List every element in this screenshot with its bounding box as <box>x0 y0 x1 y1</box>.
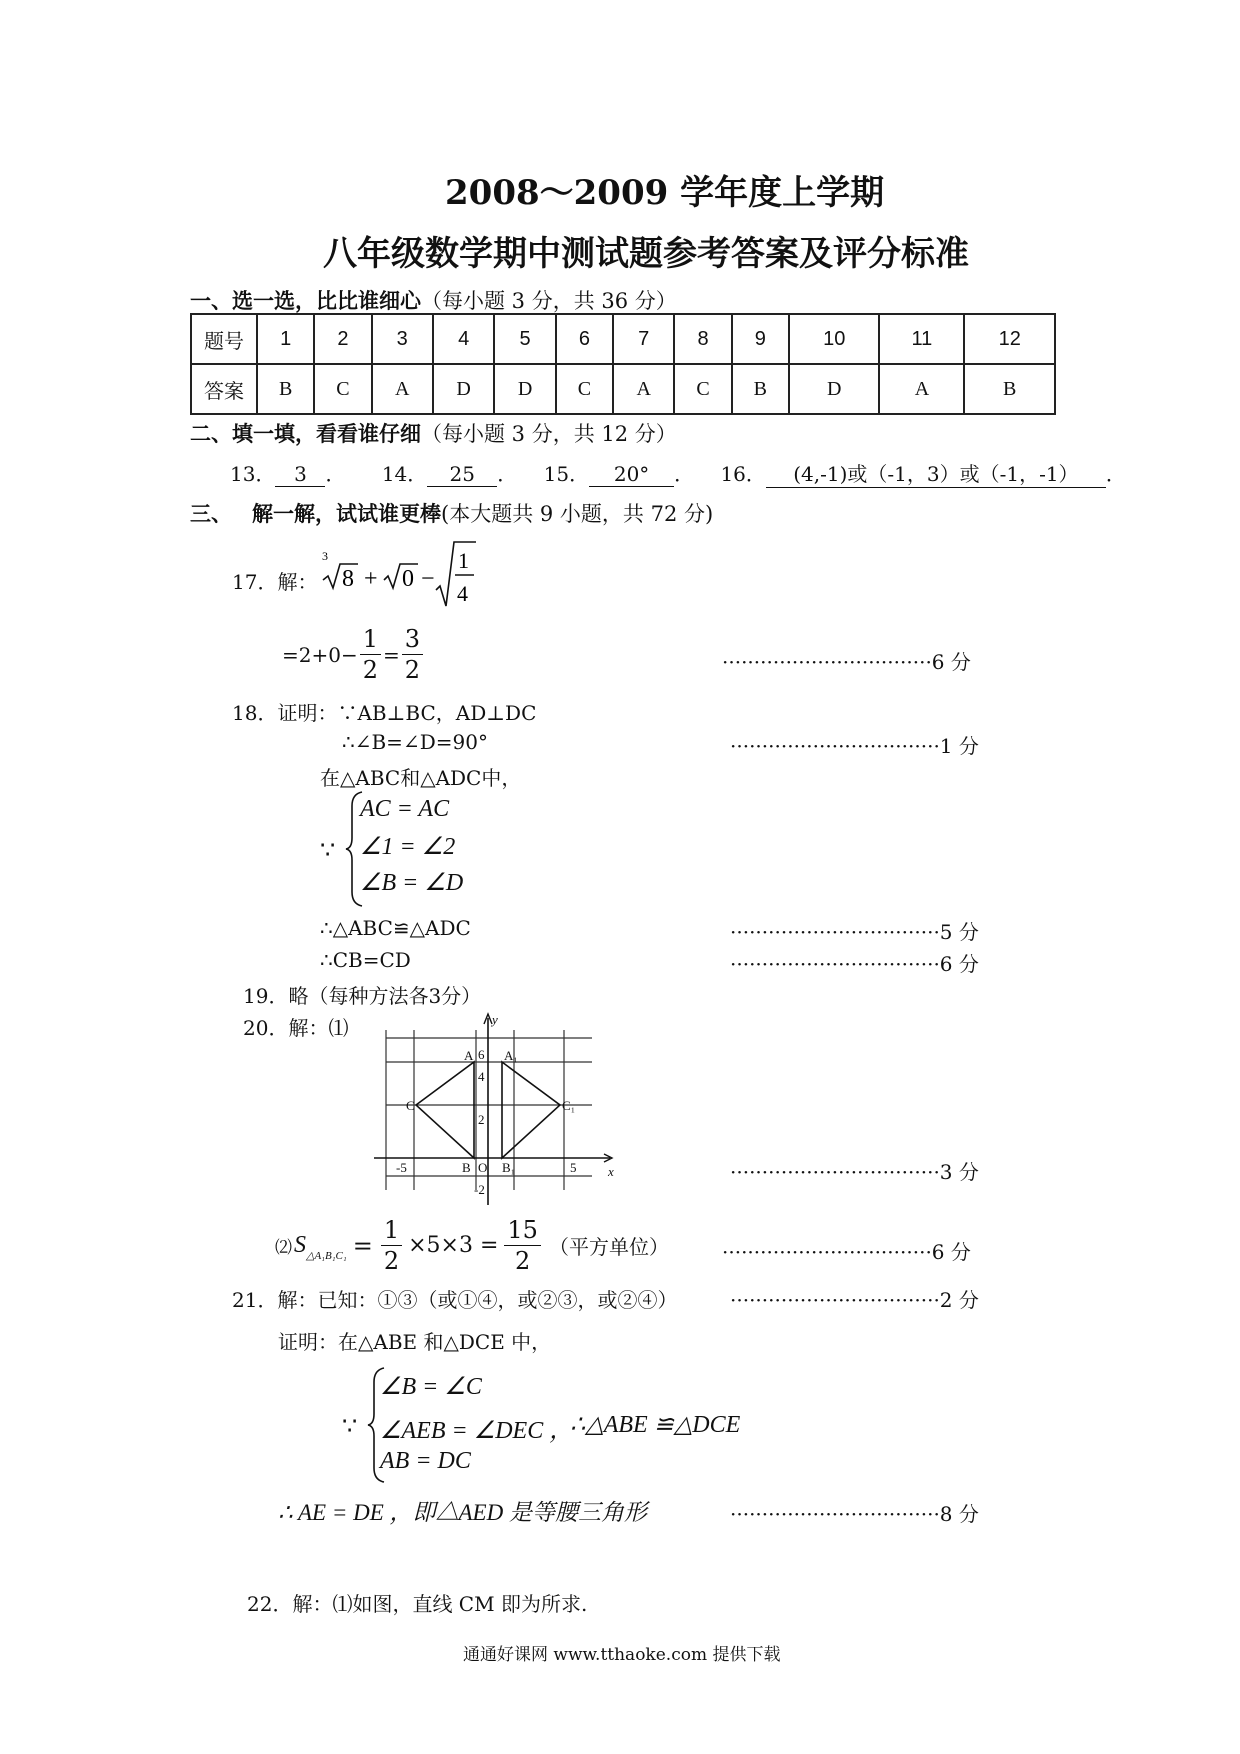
q21-sys-1: ∠B = ∠C <box>380 1374 482 1400</box>
table-cell: C <box>314 364 371 414</box>
section3-note: (本大题共 9 小题，共 72 分) <box>441 502 714 526</box>
equals-sign: = <box>383 642 400 667</box>
fraction-numerator: 15 <box>504 1215 541 1246</box>
table-row <box>191 364 1055 414</box>
q18-given: ∵AB⊥BC，AD⊥DC <box>337 701 537 725</box>
table-cell: 1 <box>257 314 314 364</box>
table-cell: 5 <box>494 314 555 364</box>
svg-text:1: 1 <box>458 548 469 573</box>
leader-dots: ································· <box>730 734 940 758</box>
section1-title: 一、选一选，比比谁细心 <box>190 288 421 313</box>
footer-source: 通通好课网 www.tthaoke.com 提供下载 <box>463 1645 781 1665</box>
tick-label: 6 <box>478 1047 485 1062</box>
tick-label: -5 <box>396 1160 407 1175</box>
equals-sign: = <box>352 1231 373 1260</box>
table-cell: 11 <box>879 314 964 364</box>
score: 6 分 <box>939 952 979 976</box>
y-axis-label: y <box>492 1012 498 1027</box>
table-cell: 4 <box>433 314 494 364</box>
q21-congruence: ∴△ABE ≌△DCE <box>570 1412 741 1438</box>
svg-text:8: 8 <box>342 566 354 592</box>
row-label-number: 题号 <box>191 314 257 364</box>
score: 6 分 <box>931 650 971 674</box>
section3-heading <box>190 498 713 528</box>
q20-score1-line <box>730 1156 979 1185</box>
triangle-a1b1c1 <box>502 1062 560 1158</box>
leader-dots: ································· <box>730 1502 940 1526</box>
area-subscript: △A₁B₁C₁ <box>306 1250 347 1262</box>
fraction-half <box>360 624 381 685</box>
fraction-numerator: 1 <box>360 624 381 655</box>
q18-line5: ∴CB=CD <box>320 948 411 972</box>
because-symbol: ∵ <box>320 836 336 864</box>
table-cell: C <box>556 364 613 414</box>
row-label-answer: 答案 <box>191 364 257 414</box>
q20-label: 20．解：⑴ <box>243 1016 349 1040</box>
q17-label: 17．解： <box>232 570 318 594</box>
fill-blank-answers: 13． 3 ． 14． 25 ． 15． 20° ． 16． (4,-1)或（-1，3）或（-1，-1） ． <box>230 458 1126 488</box>
coordinate-graph <box>374 1010 624 1210</box>
q17-radical-expression <box>318 538 478 610</box>
triangle-abc <box>416 1062 474 1158</box>
table-cell: C <box>674 364 731 414</box>
q18-line2: ∴∠B=∠D=90° <box>342 730 488 754</box>
table-cell: 12 <box>964 314 1055 364</box>
leader-dots: ································· <box>730 1160 940 1184</box>
q18-score2-line <box>730 916 979 945</box>
point-label-b1: B₁ <box>502 1160 516 1175</box>
table-cell: A <box>372 364 433 414</box>
area-symbol: S <box>294 1232 306 1258</box>
q18-label <box>232 697 536 726</box>
q19-text: 19．略（每种方法各3分） <box>243 984 482 1008</box>
fraction-result <box>402 624 423 685</box>
q21-score2-line <box>730 1498 979 1527</box>
score: 1 分 <box>939 734 979 758</box>
x-axis-label: x <box>608 1164 614 1179</box>
area-unit: （平方单位） <box>548 1235 669 1259</box>
leader-dots: ································· <box>722 650 932 674</box>
svg-text:4: 4 <box>457 581 468 606</box>
table-cell: D <box>494 364 555 414</box>
table-cell: A <box>879 364 964 414</box>
table-row <box>191 314 1055 364</box>
title-year: 2008～2009 学年度上学期 <box>445 173 885 213</box>
q21-proof-line: 证明：在△ABE 和△DCE 中， <box>278 1330 552 1354</box>
score: 3 分 <box>939 1160 979 1184</box>
section2-heading <box>190 418 677 448</box>
q16-label: 16． <box>720 462 766 486</box>
q17-result <box>282 624 425 685</box>
leader-dots: ································· <box>730 1288 940 1312</box>
section1-heading <box>190 285 677 315</box>
q17-prefix: =2+0− <box>282 642 358 667</box>
point-label-c: C <box>406 1098 415 1113</box>
leader-dots: ································· <box>730 952 940 976</box>
product-expression: ×5×3 = <box>408 1233 499 1258</box>
svg-text:3: 3 <box>322 549 328 563</box>
score: 6 分 <box>931 1240 971 1264</box>
q14-label: 14． <box>381 462 428 486</box>
q18-score3-line <box>730 948 979 977</box>
table-cell: B <box>964 364 1055 414</box>
q14-answer: 25 <box>427 462 497 487</box>
q18-title: 18．证明： <box>232 701 338 725</box>
because-symbol: ∵ <box>342 1412 358 1440</box>
q21-label: 21．解：已知：①③（或①④，或②③，或②④） <box>232 1288 678 1312</box>
tick-label: 5 <box>570 1160 577 1175</box>
svg-text:−: − <box>421 566 435 592</box>
table-cell: 10 <box>789 314 880 364</box>
table-cell: B <box>732 364 789 414</box>
fraction-half <box>381 1215 402 1276</box>
point-label-c1: C₁ <box>562 1098 576 1113</box>
title-main: 八年级数学期中测试题参考答案及评分标准 <box>323 234 969 274</box>
tick-label: 4 <box>478 1069 485 1084</box>
answer-table <box>190 313 1056 415</box>
q21-sys-2: ∠AEB = ∠DEC ， <box>380 1418 574 1444</box>
point-label-a1: A₁ <box>504 1048 518 1063</box>
q21-final: ∴ AE = DE ，即△AED 是等腰三角形 <box>278 1500 647 1525</box>
table-cell: 9 <box>732 314 789 364</box>
q18-sys-3: ∠B = ∠D <box>360 870 464 896</box>
fraction-numerator: 1 <box>381 1215 402 1246</box>
table-cell: 3 <box>372 314 433 364</box>
q17-score-line <box>722 646 971 675</box>
q15-answer: 20° <box>589 462 674 487</box>
tick-label: -2 <box>474 1182 485 1197</box>
table-cell: D <box>433 364 494 414</box>
q21-sys-3: AB = DC <box>380 1448 471 1474</box>
score: 2 分 <box>939 1288 979 1312</box>
fraction-denominator: 2 <box>362 656 379 684</box>
origin-label: O <box>478 1160 488 1175</box>
q18-score1-line <box>730 730 979 759</box>
q21-score1-line <box>730 1284 979 1313</box>
table-cell: 6 <box>556 314 613 364</box>
q20-score2-line <box>722 1236 971 1265</box>
score: 5 分 <box>939 920 979 944</box>
fraction-result <box>504 1215 541 1276</box>
q22-text: 22．解：⑴如图，直线 CM 即为所求. <box>247 1592 588 1616</box>
section3-title: 解一解，试试谁更棒 <box>252 501 442 526</box>
table-cell: 8 <box>674 314 731 364</box>
section3-prefix: 三、 <box>190 501 232 526</box>
fraction-denominator: 2 <box>383 1247 400 1275</box>
section1-note: （每小题 3 分，共 36 分） <box>421 289 677 313</box>
q18-sys-2: ∠1 = ∠2 <box>360 834 456 860</box>
q16-answer: (4,-1)或（-1，3）或（-1，-1） <box>766 458 1106 488</box>
q15-label: 15． <box>543 462 590 486</box>
q18-sys-1: AC = AC <box>360 796 450 822</box>
leader-dots: ································· <box>722 1240 932 1264</box>
tick-label: 2 <box>478 1112 485 1127</box>
fraction-denominator: 2 <box>515 1247 531 1275</box>
fraction-denominator: 2 <box>404 656 421 684</box>
point-label-a: A <box>464 1048 474 1063</box>
q13-answer: 3 <box>275 462 325 487</box>
svg-text:0: 0 <box>402 566 414 592</box>
table-cell: D <box>789 364 880 414</box>
svg-text:+: + <box>364 566 378 592</box>
point-label-b: B <box>462 1160 471 1175</box>
score: 8 分 <box>939 1502 979 1526</box>
table-cell: 7 <box>613 314 674 364</box>
q13-label: 13． <box>230 462 276 486</box>
q18-line3: 在△ABC和△ADC中， <box>320 766 522 790</box>
q18-line4: ∴△ABC≌△ADC <box>320 916 471 940</box>
table-cell: A <box>613 364 674 414</box>
section2-title: 二、填一填，看看谁仔细 <box>190 421 421 446</box>
q20-part2 <box>275 1215 669 1276</box>
section2-note: （每小题 3 分，共 12 分） <box>421 422 677 446</box>
fraction-numerator: 3 <box>402 624 423 655</box>
leader-dots: ································· <box>730 920 940 944</box>
table-cell: 2 <box>314 314 371 364</box>
part2-label: ⑵ <box>275 1238 292 1258</box>
table-cell: B <box>257 364 314 414</box>
